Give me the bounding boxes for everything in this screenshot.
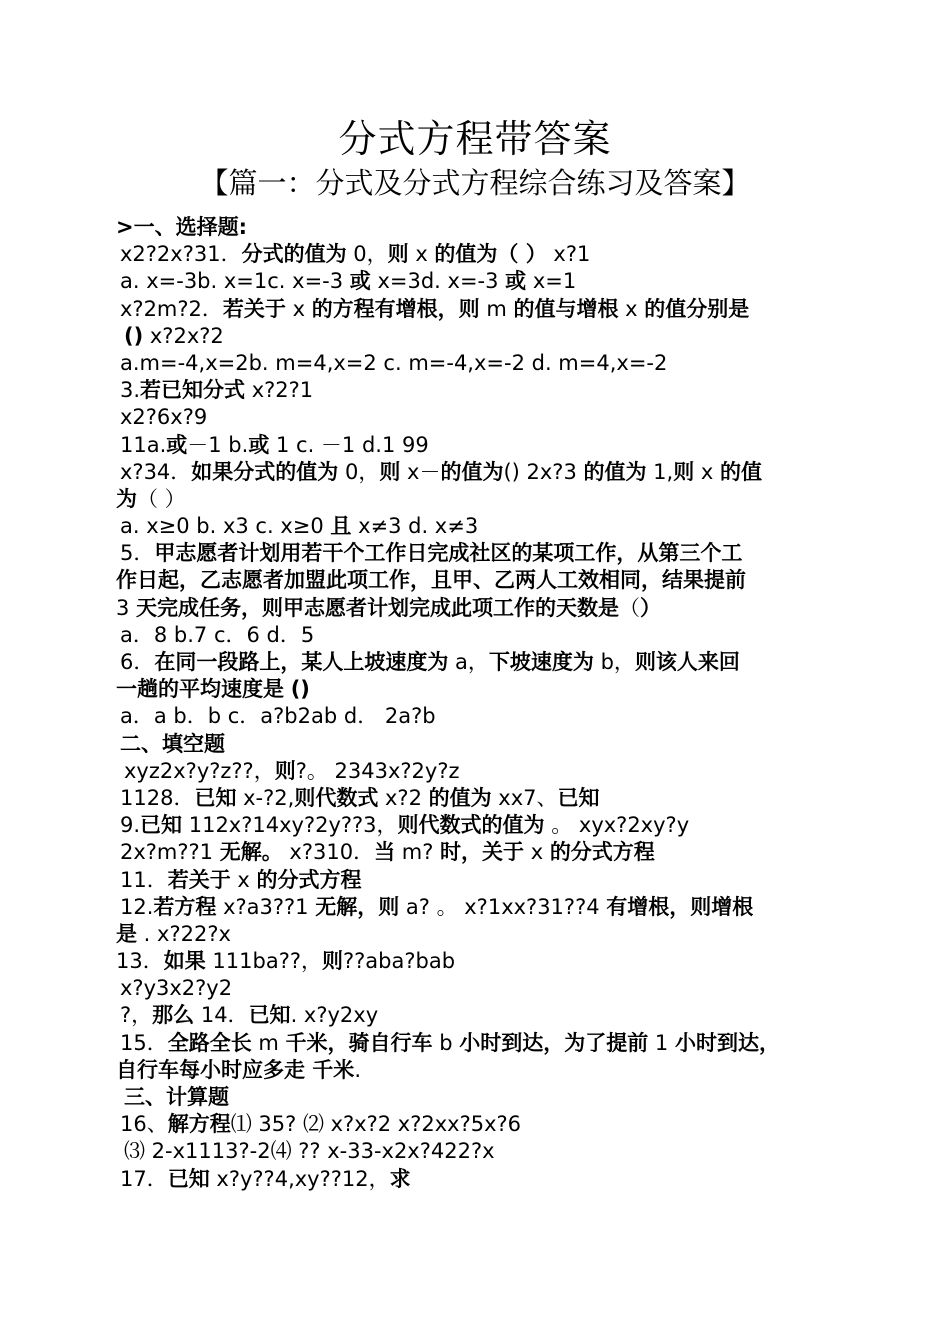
text-run: 全路全长	[167, 1030, 252, 1055]
text-run: a，	[448, 650, 489, 674]
text-run: b，	[593, 650, 635, 674]
text-run: 若方程	[153, 894, 217, 919]
text-run: 分式的值为	[241, 242, 347, 267]
text-run: 5．	[120, 541, 155, 566]
text-run: 111ba??，	[205, 949, 322, 974]
text-run: x?y??4,xy??12，	[209, 1166, 390, 1191]
text-run: 16、	[120, 1112, 168, 1137]
text-run: 若关于	[222, 296, 286, 321]
text-run: 为	[116, 486, 137, 511]
text-run: x?34．	[120, 459, 192, 484]
text-run: 时，关于	[440, 840, 525, 865]
text-run: 有增根，则增根	[606, 894, 754, 919]
text-run: 或	[248, 432, 270, 457]
text-run: 如果	[163, 949, 206, 974]
document-body	[116, 214, 846, 1193]
text-line	[116, 323, 846, 350]
text-line	[116, 867, 846, 894]
text-line	[116, 894, 846, 921]
text-run: 。 xyx?2xy?y	[544, 813, 690, 838]
text-run: 已知	[248, 1003, 291, 1028]
text-run: 2x?m??1	[120, 840, 220, 865]
text-line	[116, 1030, 846, 1057]
text-line	[116, 540, 846, 567]
text-run: 的值为	[440, 459, 504, 484]
text-line	[116, 1111, 846, 1138]
text-line	[116, 703, 846, 730]
text-run: 的值与增根	[513, 296, 619, 321]
text-run: 的值为（ ）	[434, 242, 547, 267]
text-run: 12.	[120, 894, 154, 919]
text-run: ⑶ 2-x1113?-2⑷ ?? x-33-x2x?422?x	[124, 1139, 495, 1164]
text-line	[116, 459, 846, 486]
text-run: 11．	[120, 867, 168, 892]
text-run: x	[694, 459, 720, 484]
text-line	[116, 676, 846, 703]
text-run: 小时到达，为了提前	[459, 1030, 649, 1055]
text-run: 已知	[557, 785, 600, 810]
text-run: ?，	[120, 1003, 153, 1028]
text-run: 天完成任务，则甲志愿者计划完成此项工作的天数是	[136, 595, 620, 620]
text-run: （ ）	[137, 486, 186, 511]
text-run: ⑴ 35? ⑵ x?x?2 x?2xx?5x?6	[230, 1112, 522, 1137]
text-line	[116, 758, 846, 785]
text-run: x	[285, 296, 312, 321]
text-run: x	[230, 867, 257, 892]
text-run: 的分式方程	[549, 840, 655, 865]
text-run: 或	[349, 269, 371, 294]
text-run: 或	[166, 432, 188, 457]
text-run: 求	[389, 1166, 411, 1191]
text-line	[116, 350, 846, 377]
document-title: 分式方程带答案	[338, 117, 612, 161]
text-run: 的值	[720, 459, 762, 484]
text-line	[116, 513, 846, 540]
text-line	[116, 404, 846, 431]
text-run: ()	[124, 323, 144, 348]
text-run: 当	[374, 840, 396, 865]
text-run: x?y3x2?y2	[120, 976, 233, 1001]
text-run: 则代数式的值为	[397, 813, 545, 838]
text-run: 112x?14xy?2y??3，	[182, 813, 398, 838]
text-line	[116, 377, 846, 404]
text-run: （	[619, 595, 641, 620]
text-run: ?。 2343x?2y?z	[295, 758, 460, 783]
text-run: 的分式方程	[256, 867, 362, 892]
text-run: b	[432, 1030, 460, 1055]
text-run	[284, 677, 291, 701]
text-run: x	[618, 296, 645, 321]
text-run: 千米，骑自行车	[285, 1030, 433, 1055]
text-run: () 2x?3	[503, 459, 584, 484]
text-line	[116, 1057, 846, 1084]
text-line	[116, 1138, 846, 1165]
text-run: >一、选择题:	[116, 215, 247, 239]
text-run: 作日起，乙志愿者加盟此项工作，且甲、乙两人工效相同，结果提前	[116, 568, 746, 593]
text-run: 下坡速度为	[488, 650, 594, 674]
text-run: 0，	[338, 459, 380, 484]
text-line	[116, 839, 846, 866]
text-run: x?2?1	[245, 378, 314, 403]
text-run: 若已知分式	[140, 378, 246, 403]
text-run: 13．	[116, 949, 164, 974]
text-run: 17．	[120, 1166, 168, 1191]
text-run: 且	[330, 514, 352, 539]
text-run: 14．	[194, 1003, 249, 1028]
text-line	[116, 214, 846, 241]
text-run: x=1	[526, 269, 577, 294]
text-run: 则	[673, 459, 695, 484]
text-run: －1 b.	[187, 432, 249, 457]
text-line	[116, 1002, 846, 1029]
text-run: 三、计算题	[124, 1085, 229, 1109]
text-line	[116, 595, 846, 622]
text-run: a? 。 x?1xx?31??4	[399, 894, 607, 919]
text-run: 解方程	[167, 1112, 231, 1137]
text-run: xx7、	[491, 785, 558, 810]
text-run: x?1	[546, 242, 591, 267]
text-line	[116, 622, 846, 649]
text-run: x2?2x?31．	[120, 242, 242, 267]
text-run: xyz2x?y?z??，	[124, 758, 275, 783]
text-run: a．8 b.7 c．6 d．5	[120, 622, 315, 647]
text-run: 1	[648, 1030, 675, 1055]
text-run: 已知	[194, 785, 237, 810]
text-run: 的方程有增根，则	[311, 296, 480, 321]
text-run: 一趟的平均速度是	[116, 677, 284, 702]
text-line	[116, 649, 846, 676]
text-line	[116, 921, 846, 948]
text-run: m	[479, 296, 514, 321]
text-run: x-?2,	[236, 785, 295, 810]
text-run: ()	[290, 677, 310, 702]
text-run: a.m=-4,x=2b. m=4,x=2 c. m=-4,x=-2 d. m=4,x=-2	[120, 350, 668, 375]
text-line	[116, 1166, 846, 1193]
text-run: 已知	[140, 813, 183, 838]
text-run: a. x≥0 b. x3 c. x≥0	[120, 514, 331, 539]
text-run: 已知	[167, 1166, 210, 1191]
text-run: 11a.	[120, 432, 167, 457]
text-run: 则该人来回	[634, 650, 740, 674]
text-line	[116, 731, 846, 758]
text-run: 6．	[120, 650, 155, 674]
text-run: x－	[400, 459, 441, 484]
text-run: x?2	[378, 785, 429, 810]
text-run: 则	[321, 949, 343, 974]
text-line	[116, 241, 846, 268]
text-run: 0，	[346, 242, 388, 267]
text-run: 小时到达，	[674, 1030, 780, 1055]
text-run: 则	[274, 758, 296, 783]
text-run: m	[251, 1030, 286, 1055]
text-run: x=3d. x=-3	[370, 269, 506, 294]
text-run: 则代数式	[294, 785, 379, 810]
text-run: 或	[505, 269, 527, 294]
text-run: 是	[116, 921, 137, 946]
text-line	[116, 785, 846, 812]
text-run: x2?6x?9	[120, 405, 208, 430]
text-run: 15．	[120, 1030, 168, 1055]
text-run: 甲志愿者计划用若干个工作日完成社区的某项工作，从第三个工	[154, 541, 743, 566]
text-run: 在同一段路上，某人上坡速度为	[154, 650, 449, 674]
text-run: a．a b．b c．a?b2ab d． 2a?b	[120, 704, 436, 729]
text-run: 那么	[152, 1003, 195, 1028]
text-run: .	[354, 1057, 361, 1082]
text-run: x?310．	[282, 840, 375, 865]
text-run: 自行车每小时应多走 千米	[116, 1057, 355, 1082]
text-run: 则	[379, 459, 401, 484]
text-line	[116, 1084, 846, 1111]
text-line	[116, 948, 846, 975]
text-run: 3	[116, 595, 137, 620]
text-run: 1,	[646, 459, 674, 484]
text-run: ??aba?bab	[342, 949, 456, 974]
text-run: 若关于	[167, 867, 231, 892]
text-run: 3.	[120, 378, 141, 403]
text-run: 则	[387, 242, 409, 267]
text-run: ）	[640, 595, 662, 620]
text-run: 无解。	[219, 840, 283, 865]
text-run: x≠3 d. x≠3	[351, 514, 479, 539]
text-run: m?	[395, 840, 441, 865]
text-line	[116, 567, 846, 594]
text-line	[116, 296, 846, 323]
text-line	[116, 432, 846, 459]
text-run: . x?y2xy	[290, 1003, 379, 1028]
text-run: 的值为	[583, 459, 647, 484]
text-line	[116, 486, 846, 513]
text-run: x?2m?2．	[120, 296, 223, 321]
text-run: 1128．	[120, 785, 195, 810]
text-run: . x?22?x	[137, 921, 231, 946]
text-run: x	[524, 840, 550, 865]
text-run: x?a3??1	[216, 894, 316, 919]
text-line	[116, 268, 846, 295]
document-subtitle: 【篇一：分式及分式方程综合练习及答案】	[199, 166, 751, 200]
text-run: 的值分别是	[644, 296, 750, 321]
text-run: a. x=-3b. x=1c. x=-3	[120, 269, 350, 294]
text-line	[116, 812, 846, 839]
text-run: 无解，则	[315, 894, 400, 919]
text-run: x?2x?2	[143, 323, 224, 348]
text-run: 的值为	[428, 785, 492, 810]
text-run: x	[408, 242, 435, 267]
text-run: 1 c. －1 d.1 99	[269, 432, 429, 457]
text-line	[116, 975, 846, 1002]
text-run: 如果分式的值为	[191, 459, 339, 484]
text-run: 9.	[120, 813, 141, 838]
text-run: 二、填空题	[120, 731, 225, 756]
